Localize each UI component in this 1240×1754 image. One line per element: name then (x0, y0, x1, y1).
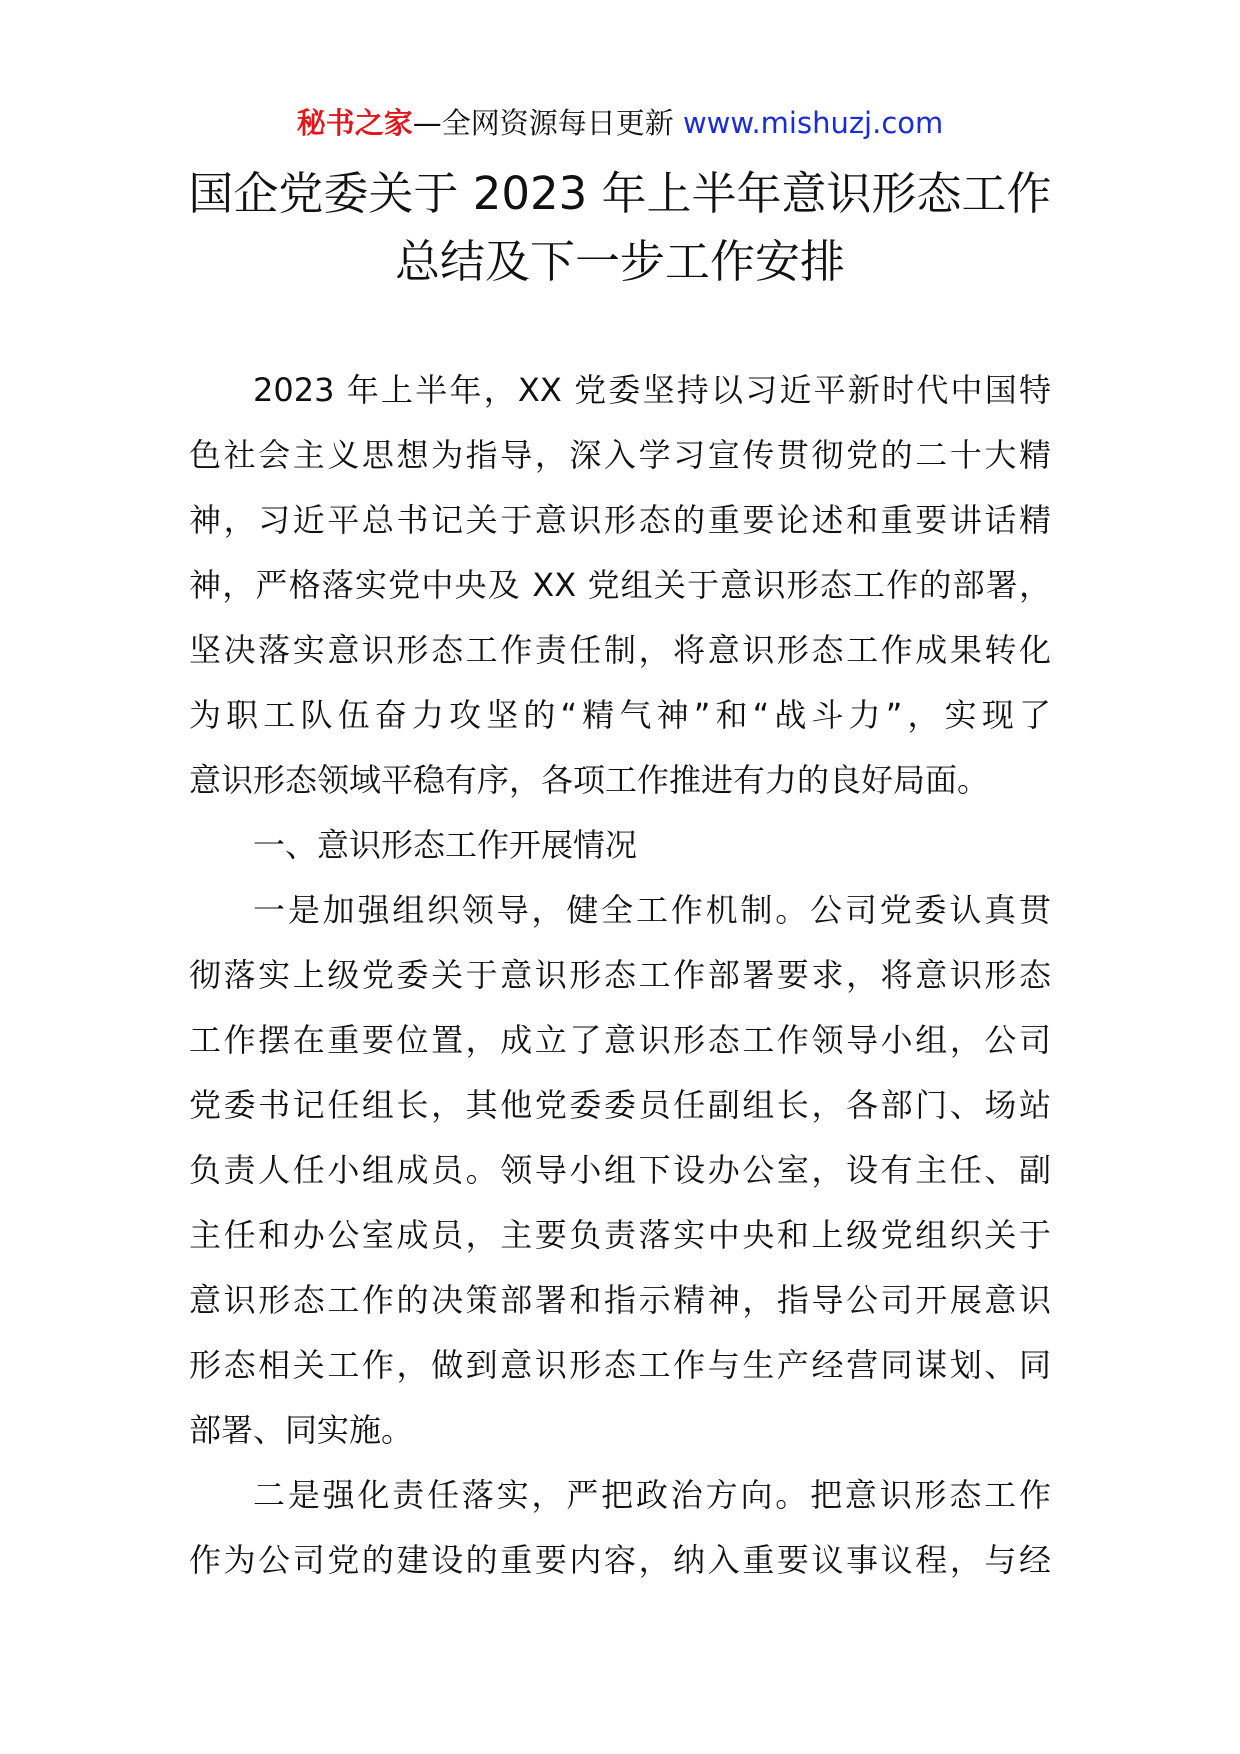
document-body (189, 358, 1051, 1593)
body-line: 彻落实上级党委关于意识形态工作部署要求，将意识形态 (189, 956, 1051, 994)
document-title (0, 160, 1240, 296)
body-line: 神，严格落实党中央及 XX 党组关于意识形态工作的部署， (189, 566, 1051, 604)
body-line: 二是强化责任落实，严把政治方向。把意识形态工作 (253, 1476, 1051, 1514)
section-heading: 一、意识形态工作开展情况 (253, 826, 638, 864)
body-line: 主任和办公室成员，主要负责落实中央和上级党组织关于 (189, 1216, 1051, 1254)
brand-name: 秘书之家 (296, 106, 413, 140)
body-line: 一是加强组织领导，健全工作机制。公司党委认真贯 (253, 891, 1051, 929)
body-line: 坚决落实意识形态工作责任制，将意识形态工作成果转化 (189, 631, 1051, 669)
site-url-link[interactable]: www.mishuzj.com (682, 106, 944, 140)
body-line: 工作摆在重要位置，成立了意识形态工作领导小组，公司 (189, 1021, 1051, 1059)
body-line: 意识形态领域平稳有序，各项工作推进有力的良好局面。 (189, 761, 990, 799)
body-line: 神，习近平总书记关于意识形态的重要论述和重要讲话精 (189, 501, 1051, 539)
body-line: 为职工队伍奋力攻坚的“精气神”和“战斗力”，实现了 (189, 696, 1051, 734)
body-line: 形态相关工作，做到意识形态工作与生产经营同谋划、同 (189, 1346, 1051, 1384)
body-line: 2023 年上半年，XX 党委坚持以习近平新时代中国特 (253, 371, 1051, 409)
site-header (0, 98, 1240, 148)
body-line: 负责人任小组成员。领导小组下设办公室，设有主任、副 (189, 1151, 1051, 1189)
header-tagline: —全网资源每日更新 (412, 106, 683, 140)
body-line: 意识形态工作的决策部署和指示精神，指导公司开展意识 (189, 1281, 1051, 1319)
title-line-2: 总结及下一步工作安排 (394, 235, 845, 288)
title-line-1: 国企党委关于 2023 年上半年意识形态工作 (188, 167, 1052, 220)
body-line: 作为公司党的建设的重要内容，纳入重要议事议程，与经 (189, 1541, 1051, 1579)
body-line: 党委书记任组长，其他党委委员任副组长，各部门、场站 (189, 1086, 1051, 1124)
body-line: 色社会主义思想为指导，深入学习宣传贯彻党的二十大精 (189, 436, 1051, 474)
body-line: 部署、同实施。 (189, 1411, 414, 1449)
